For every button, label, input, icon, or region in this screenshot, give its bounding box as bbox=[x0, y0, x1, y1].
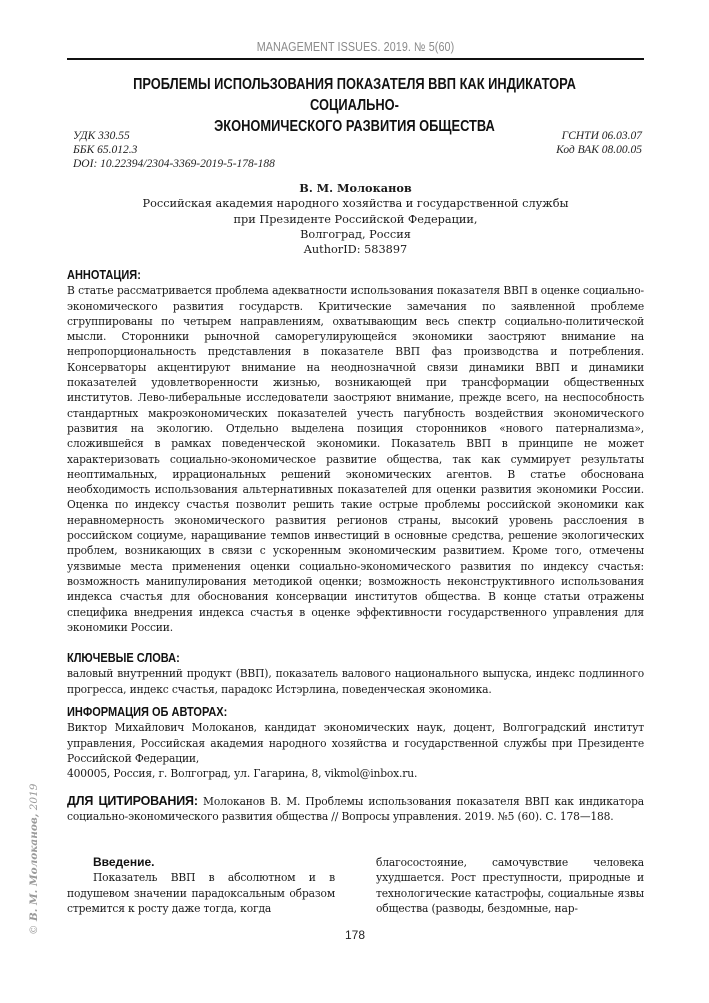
classification-left bbox=[73, 129, 275, 171]
page-number: 178 bbox=[344, 928, 366, 942]
doi[interactable]: DOI: 10.22394/2304-3369-2019-5-178-188 bbox=[73, 158, 275, 170]
introduction-text-right: благосостояние, самочувствие человека ухудшается. Рост преступности, природные и технологические катастрофы, социальные язвы общества (разводы, бездомные, нар- bbox=[376, 856, 644, 915]
copyright-holder: В. М. Молоканов, bbox=[28, 813, 40, 922]
introduction-heading: Введение. bbox=[93, 855, 155, 869]
citation-paragraph bbox=[67, 794, 644, 825]
keywords-heading: КЛЮЧЕВЫЕ СЛОВА: bbox=[67, 651, 180, 665]
copyright-year: 2019 bbox=[28, 783, 40, 811]
citation-heading: ДЛЯ ЦИТИРОВАНИЯ: bbox=[67, 794, 198, 808]
running-header: MANAGEMENT ISSUES. 2019. № 5(60) bbox=[256, 40, 455, 54]
author-city: Волгоград, Россия bbox=[300, 227, 411, 241]
article-title-line-2: ЭКОНОМИЧЕСКОГО РАЗВИТИЯ ОБЩЕСТВА bbox=[214, 118, 495, 135]
abstract-heading: АННОТАЦИЯ: bbox=[67, 268, 141, 282]
author-block bbox=[67, 181, 644, 257]
body-column-right bbox=[376, 855, 644, 916]
introduction-text-left: Показатель ВВП в абсолютном и в подушевом значении парадоксальным образом стремится к росту даже тогда, когда bbox=[67, 871, 335, 915]
article-title bbox=[93, 74, 615, 137]
body-column-left bbox=[67, 855, 335, 916]
keywords-section bbox=[67, 651, 644, 697]
author-affiliation-line-1: Российская академия народного хозяйства и государственной службы bbox=[142, 197, 569, 211]
copyright-notice bbox=[28, 784, 40, 935]
bbk-code: ББК 65.012.3 bbox=[73, 144, 138, 156]
abstract-text: В статье рассматривается проблема адекватности использования показателя ВВП в оценке социально-экономического развития государств. Критические замечания по заявленной проблеме сгруппированы по четырем направлениям, охватывающим весь спектр социально-политической мысли. Сторонники рыночной саморегулирующейся экономики заостряют внимание на непропорциональность представления в показателе ВВП фаз производства и потребления. Консерваторы акцентируют внимание на неоднозначной связи динамики ВВП и динамики показателей удовлетворенности жизнью, возникающей при трансформации общественных институтов. Лево-либеральные исследователи заостряют внимание, прежде всего, на неспособность стандартных макроэкономических показателей учесть пагубность воздействия экономического развития на экологию. Отдельно выделена позиция сторонников «нового патернализма», сложившейся в рамках поведенческой экономики. Показатель ВВП в принципе не может характеризовать социально-экономическое развитие общества, так как суммирует результаты неоптимальных, иррациональных решений экономических агентов. В статье обоснована необходимость использования альтернативных показателей для оценки развития экономики России. Оценка по индексу счастья позволит решить такие острые проблемы российской экономики как неравномерность экономического развития регионов страны, высокий уровень расслоения в российском социуме, наращивание темпов инвестиций в основные средства, решение экологических проблем, возникающих в связи с ускоренным экономическим развитием. Кроме того, отмечены уязвимые места применения оценки социально-экономического развития по индексу счастья: возможность манипулирования методикой оценки; возможность неконструктивного использования индекса счастья для обоснования консервации институтов общества. В конце статьи отражены специфика внедрения индекса счастья в оценке эффективности государственного управления для экономики России. bbox=[67, 284, 644, 634]
authors-info-text: Виктор Михайлович Молоканов, кандидат экономических наук, доцент, Волгоградский институт управления, Российская академия народного хозяйства и государственной службы при Президенте Российской Федерации, bbox=[67, 721, 644, 765]
author-name: В. М. Молоканов bbox=[299, 181, 412, 195]
authors-info-address: 400005, Россия, г. Волгоград, ул. Гагарина, 8, vikmol@inbox.ru. bbox=[67, 767, 418, 781]
authors-info-section bbox=[67, 705, 644, 781]
keywords-text: валовый внутренний продукт (ВВП), показатель валового национального выпуска, индекс подлинного прогресса, индекс счастья, парадокс Истэрлина, поведенческая экономика. bbox=[67, 667, 644, 696]
article-title-line-1: ПРОБЛЕМЫ ИСПОЛЬЗОВАНИЯ ПОКАЗАТЕЛЯ ВВП КАК ИНДИКАТОРА СОЦИАЛЬНО- bbox=[133, 76, 576, 114]
gsnti-code: ГСНТИ 06.03.07 bbox=[561, 130, 642, 142]
copyright-symbol: © bbox=[28, 924, 40, 935]
citation-text: Молоканов В. М. Проблемы использования показателя ВВП как индикатора социально-экономического развития общества // Вопросы управления. 2019. №5 (60). С. 178—188. bbox=[67, 795, 644, 824]
header-rule bbox=[67, 58, 644, 60]
author-id: AuthorID: 583897 bbox=[303, 243, 408, 257]
citation-section bbox=[67, 794, 644, 825]
udk-code: УДК 330.55 bbox=[73, 130, 130, 142]
vak-code: Код ВАК 08.00.05 bbox=[556, 144, 642, 156]
author-affiliation-line-2: при Президенте Российской Федерации, bbox=[233, 212, 478, 226]
abstract-section bbox=[67, 268, 644, 635]
authors-info-heading: ИНФОРМАЦИЯ ОБ АВТОРАХ: bbox=[67, 705, 228, 719]
classification-right bbox=[556, 129, 642, 157]
